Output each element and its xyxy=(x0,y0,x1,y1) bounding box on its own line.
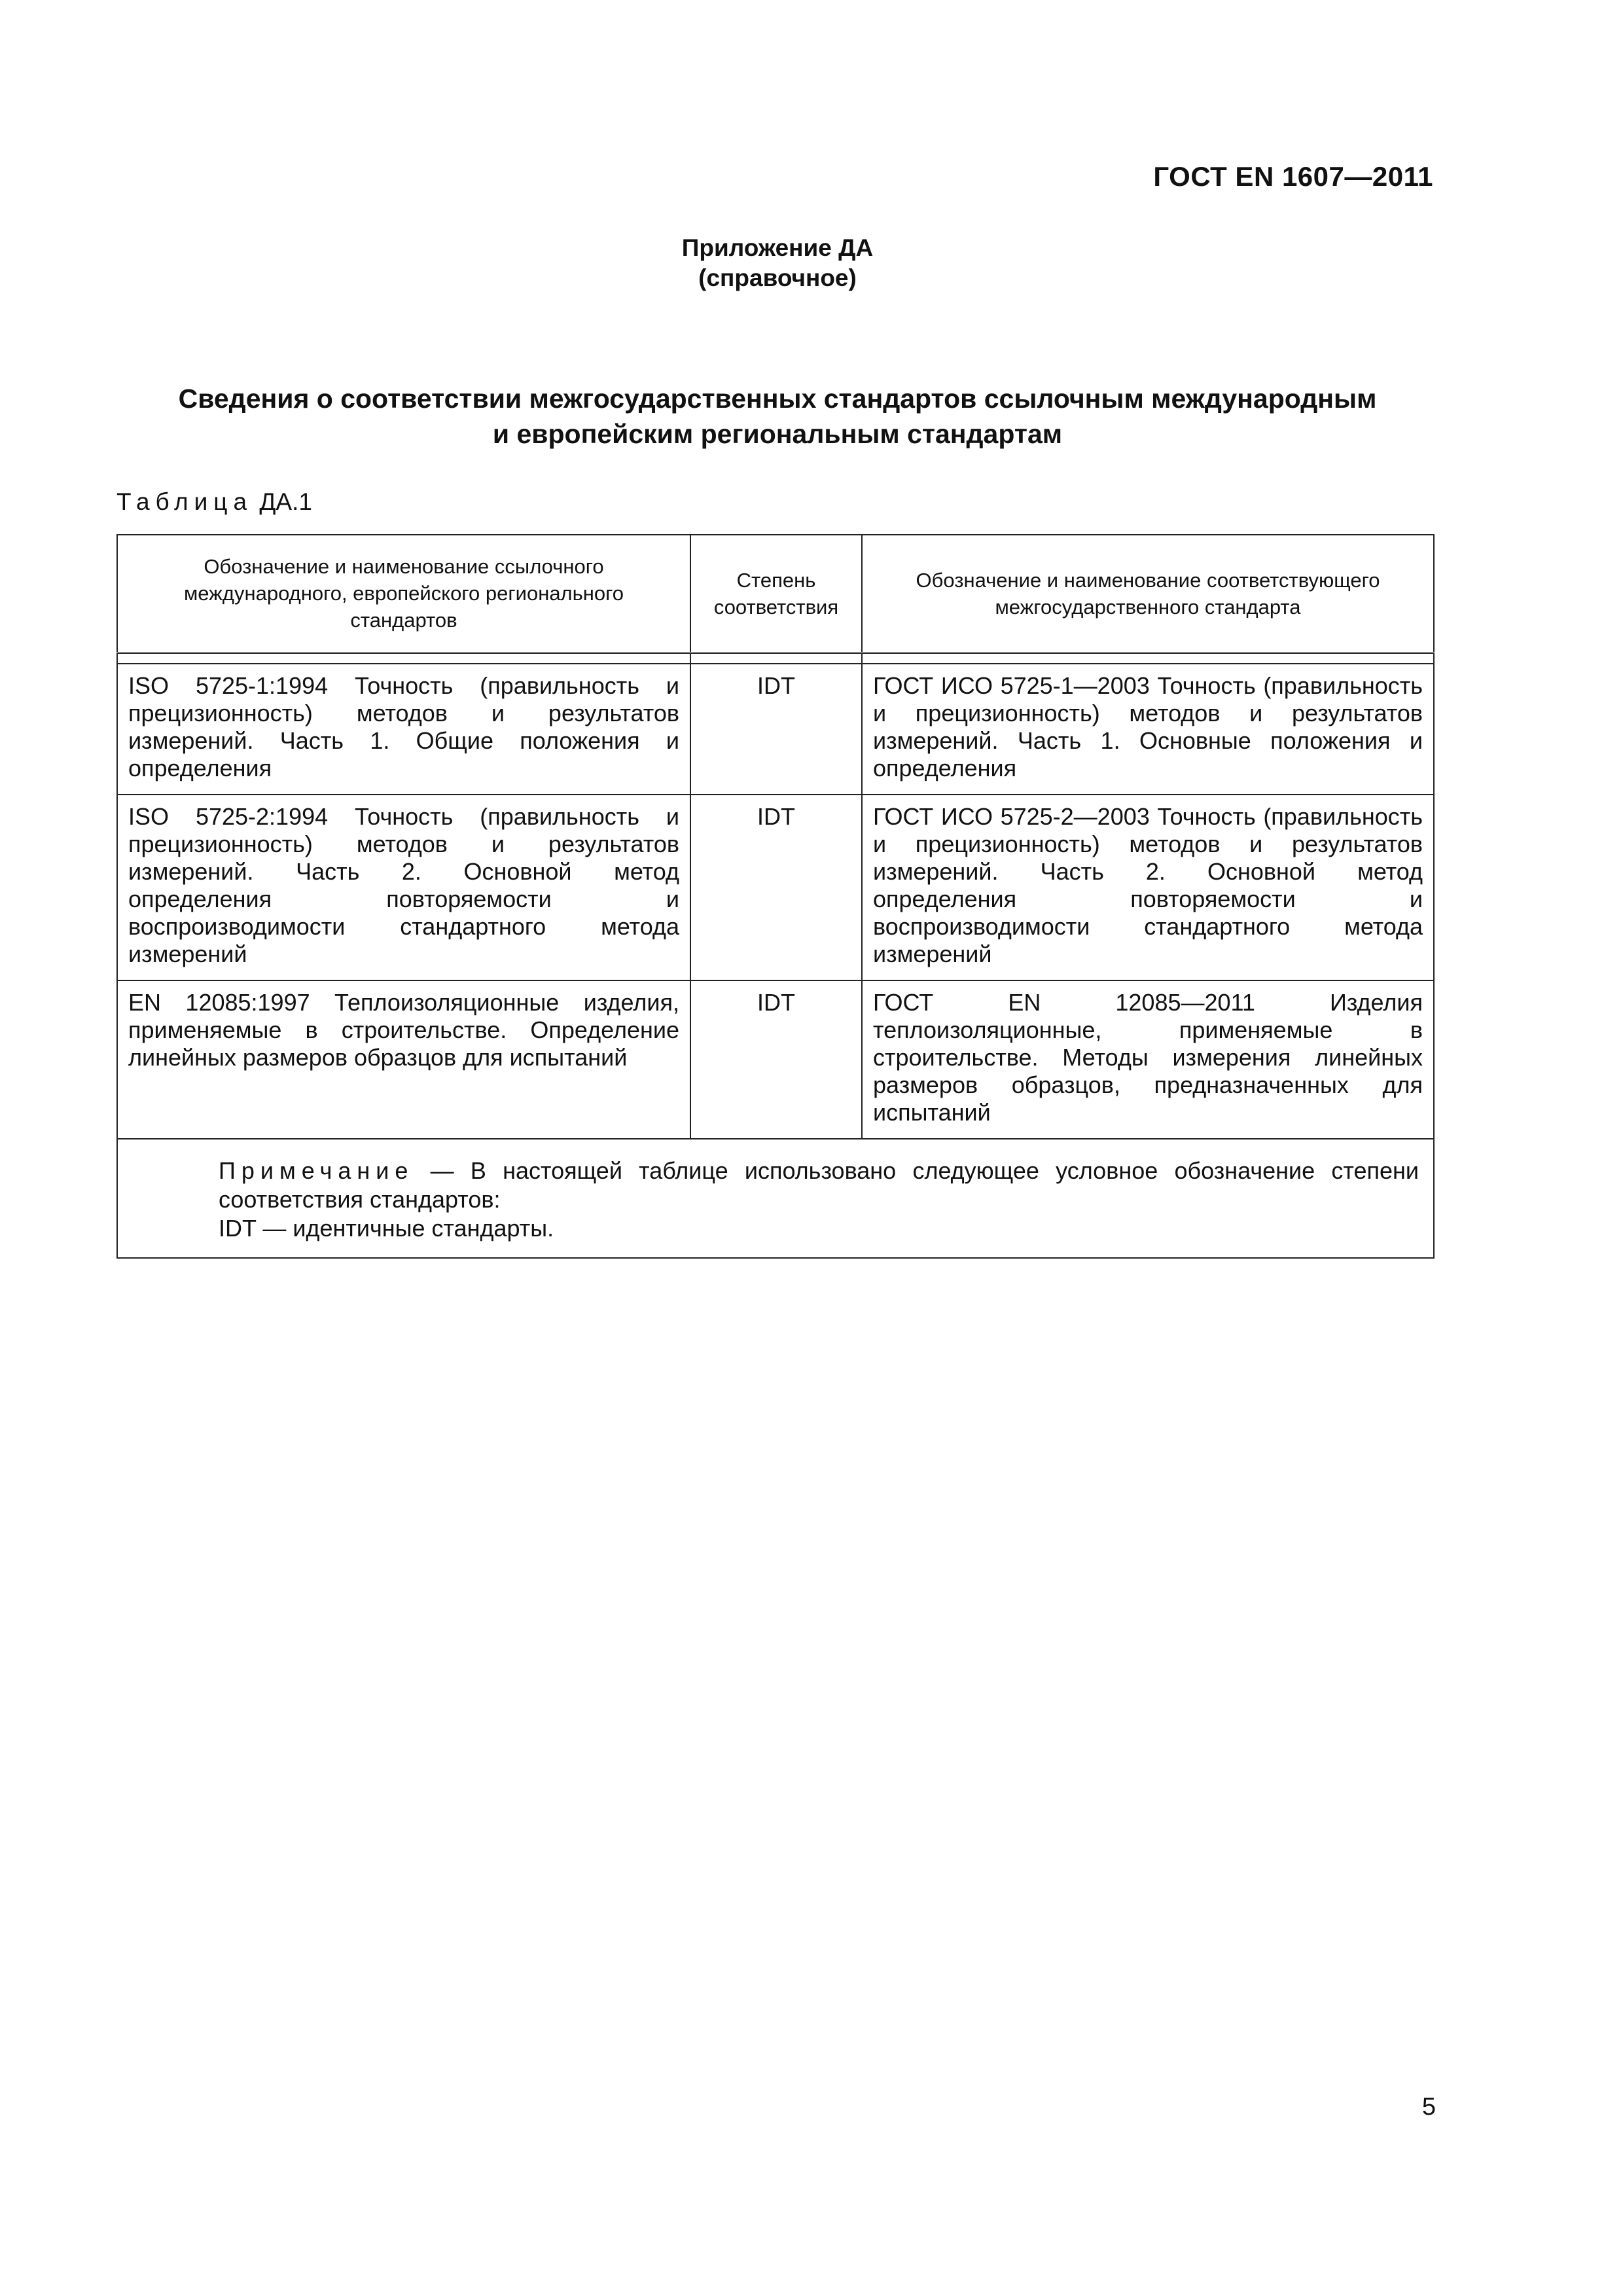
table-note xyxy=(117,1139,1434,1258)
note-body: — В настоящей таблице использовано следующее условное обозначение степени соответствия стандартов: xyxy=(219,1157,1419,1213)
document-code: ГОСТ EN 1607—2011 xyxy=(1153,161,1433,192)
separator-cell xyxy=(862,653,1434,664)
interstate-standard-cell: ГОСТ EN 12085—2011 Изделия теплоизоляционные, применяемые в строительстве. Методы измерения линейных размеров образцов, предназначенных для испытаний xyxy=(862,980,1434,1139)
interstate-standard-cell: ГОСТ ИСО 5725-2—2003 Точность (правильность и прецизионность) методов и результатов измерений. Часть 2. Основной метод определения повторяемости и воспроизводимости стандартного метода измерений xyxy=(862,795,1434,980)
section-title-line-2: и европейским региональным стандартам xyxy=(492,419,1063,449)
header-reference-standard: Обозначение и наименование ссылочного международного, европейского регионального стандартов xyxy=(117,535,690,653)
page-number: 5 xyxy=(1421,2093,1436,2121)
table-caption xyxy=(116,488,312,516)
table-row xyxy=(117,664,1434,795)
section-title-line-1: Сведения о соответствии межгосударственных стандартов ссылочным международным xyxy=(178,384,1377,414)
table-row xyxy=(117,795,1434,980)
note-legend: IDT — идентичные стандарты. xyxy=(219,1214,554,1242)
table-row xyxy=(117,980,1434,1139)
table-caption-word: Таблица xyxy=(116,488,253,515)
separator-cell xyxy=(117,653,690,664)
table-note-row xyxy=(117,1139,1434,1258)
correspondence-table xyxy=(116,534,1435,1259)
degree-cell: IDT xyxy=(690,664,862,795)
appendix-heading xyxy=(0,233,1555,293)
degree-cell: IDT xyxy=(690,980,862,1139)
header-degree: Степень соответствия xyxy=(690,535,862,653)
separator-cell xyxy=(690,653,862,664)
header-interstate-standard: Обозначение и наименование соответствующего межгосударственного стандарта xyxy=(862,535,1434,653)
section-title xyxy=(0,381,1555,452)
reference-standard-cell: ISO 5725-2:1994 Точность (правильность и прецизионность) методов и результатов измерений. Часть 2. Основной метод определения повторяемости и воспроизводимости стандартного метода измерений xyxy=(117,795,690,980)
appendix-title: Приложение ДА xyxy=(681,234,874,261)
header-separator xyxy=(117,653,1434,664)
note-label: Примечание xyxy=(219,1157,414,1184)
degree-cell: IDT xyxy=(690,795,862,980)
reference-standard-cell: ISO 5725-1:1994 Точность (правильность и прецизионность) методов и результатов измерений. Часть 1. Общие положения и определения xyxy=(117,664,690,795)
interstate-standard-cell: ГОСТ ИСО 5725-1—2003 Точность (правильность и прецизионность) методов и результатов измерений. Часть 1. Основные положения и определения xyxy=(862,664,1434,795)
table-caption-id: ДА.1 xyxy=(259,488,312,515)
reference-standard-cell: EN 12085:1997 Теплоизоляционные изделия, применяемые в строительстве. Определение линейных размеров образцов для испытаний xyxy=(117,980,690,1139)
appendix-subtitle: (справочное) xyxy=(698,264,857,291)
note-text xyxy=(132,1157,1419,1214)
table-header-row xyxy=(117,535,1434,653)
